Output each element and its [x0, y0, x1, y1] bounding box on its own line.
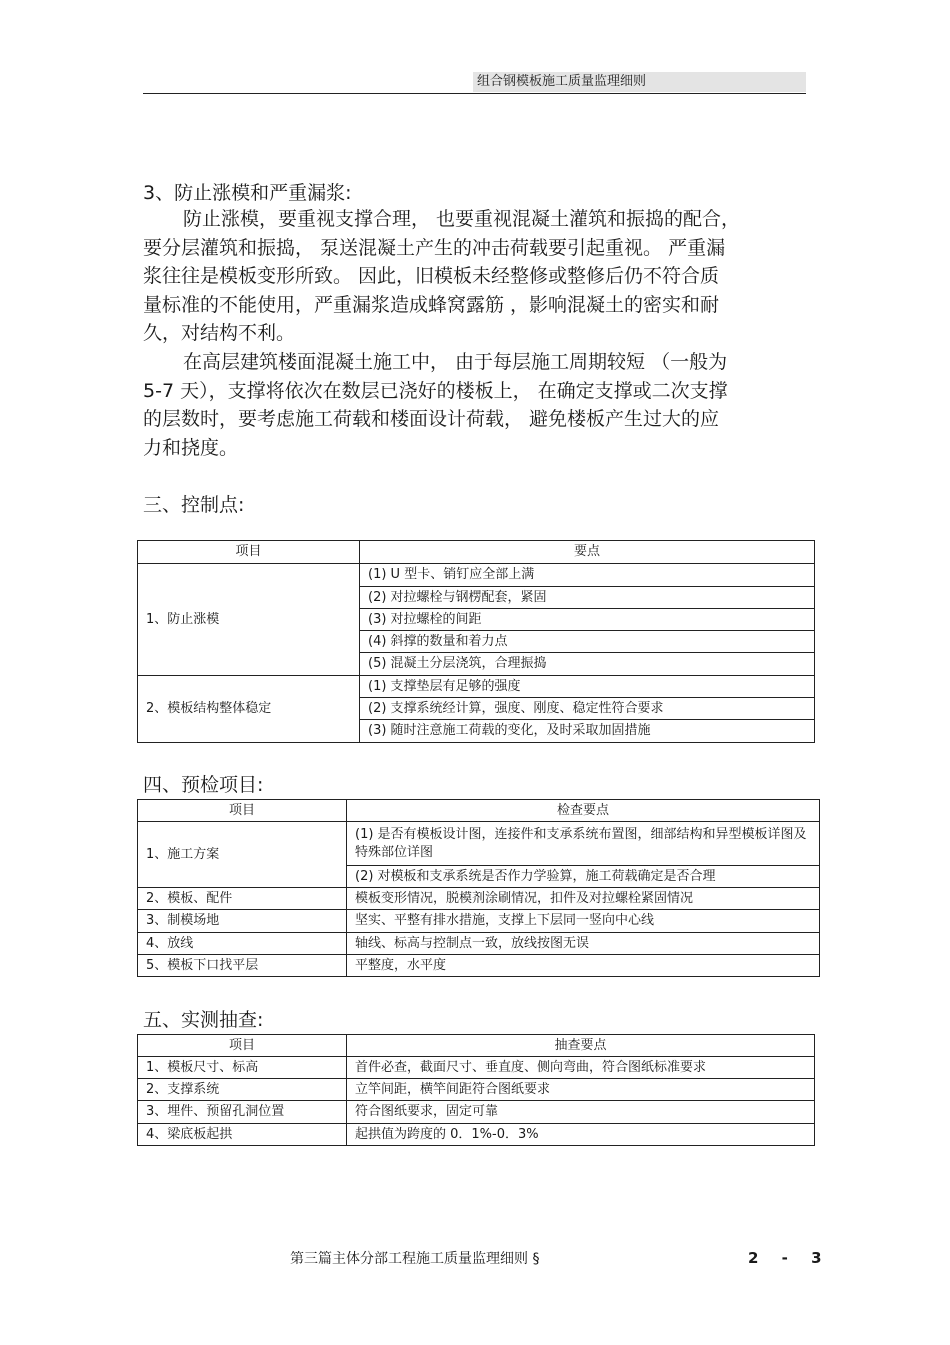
table-row: [138, 1124, 815, 1146]
point-cell: (1) U 型卡、销钉应全部上满: [360, 564, 815, 587]
point-cell: (5) 混凝土分层浇筑，合理振捣: [360, 653, 815, 676]
paragraph-line: 要分层灌筑和振捣， 泵送混凝土产生的冲击荷载要引起重视。 严重漏: [143, 236, 726, 259]
table-row: [138, 910, 820, 933]
item-cell: 2、模板、配件: [138, 888, 347, 910]
column-header: 项目: [138, 1035, 347, 1057]
point-cell: (1) 支撑垫层有足够的强度: [360, 676, 815, 698]
point-cell: (2) 对模板和支承系统是否作力学验算，施工荷载确定是否合理: [347, 866, 820, 888]
point-cell: 符合图纸要求，固定可靠: [347, 1101, 815, 1124]
paragraph-line: 防止涨模，要重视支撑合理， 也要重视混凝土灌筑和振捣的配合，: [183, 208, 741, 230]
point-cell: 首件必查，截面尺寸、垂直度、侧向弯曲，符合图纸标准要求: [347, 1057, 815, 1079]
spot-check-table: [137, 1034, 815, 1146]
paragraph-line: 久，对结构不利。: [143, 322, 296, 345]
paragraph-line: 5-7 天），支撑将依次在数层已浇好的楼板上， 在确定支撑或二次支撑: [143, 379, 728, 402]
point-cell: (3) 随时注意施工荷载的变化，及时采取加固措施: [360, 720, 815, 743]
column-header: 抽查要点: [347, 1035, 815, 1057]
item-cell: 1、施工方案: [138, 822, 347, 888]
paragraph-line: 在高层建筑楼面混凝土施工中， 由于每层施工周期较短 （一般为: [183, 350, 728, 373]
section2-title: 3、防止涨模和严重漏浆:: [143, 182, 352, 204]
item-cell: 1、模板尺寸、标高: [138, 1057, 347, 1079]
paragraph-line: 力和挠度。: [143, 436, 239, 459]
point-cell: (2) 支撑系统经计算，强度、刚度、稳定性符合要求: [360, 698, 815, 720]
table-row: [138, 888, 820, 910]
point-cell: 立竿间距，横竿间距符合图纸要求: [347, 1079, 815, 1101]
table-row: [138, 822, 820, 866]
item-cell: 2、模板结构整体稳定: [138, 676, 360, 743]
point-cell: (1) 是否有模板设计图，连接件和支承系统布置图，细部结构和异型模板详图及特殊部位详图: [347, 822, 820, 866]
table-row: [138, 1101, 815, 1124]
section4-title: 四、预检项目:: [143, 774, 264, 796]
point-cell: (4) 斜撑的数量和着力点: [360, 631, 815, 653]
table-header-row: [138, 541, 815, 564]
point-cell: 平整度，水平度: [347, 955, 820, 977]
point-cell: (3) 对拉螺栓的间距: [360, 609, 815, 631]
point-cell: 模板变形情况，脱模剂涂刷情况，扣件及对拉螺栓紧固情况: [347, 888, 820, 910]
control-points-table: [137, 540, 815, 743]
item-cell: 3、制模场地: [138, 910, 347, 933]
item-cell: 2、支撑系统: [138, 1079, 347, 1101]
point-cell: (2) 对拉螺栓与钢楞配套，紧固: [360, 587, 815, 609]
header-title: 组合钢模板施工质量监理细则: [477, 74, 647, 89]
table-row: [138, 933, 820, 955]
footer-text: 第三篇主体分部工程施工质量监理细则 §: [290, 1251, 540, 1267]
table-row: [138, 1057, 815, 1079]
section2-body: [143, 205, 808, 462]
column-header: 项目: [138, 541, 360, 564]
section5-title: 五、实测抽查:: [143, 1009, 264, 1031]
item-cell: 1、防止涨模: [138, 564, 360, 676]
header-rule: [143, 93, 806, 94]
point-cell: 坚实、平整有排水措施，支撑上下层同一竖向中心线: [347, 910, 820, 933]
item-cell: 3、埋件、预留孔洞位置: [138, 1101, 347, 1124]
column-header: 要点: [360, 541, 815, 564]
table-row: [138, 955, 820, 977]
table-row: [138, 1079, 815, 1101]
point-cell: 起拱值为跨度的 0．1%-0．3%: [347, 1124, 815, 1146]
paragraph-line: 量标准的不能使用，严重漏浆造成蜂窝露筋 ，影响混凝土的密实和耐: [143, 293, 720, 316]
paragraph-line: 浆往往是模板变形所致。 因此，旧模板未经整修或整修后仍不符合质: [143, 265, 720, 288]
table-row: [138, 564, 815, 587]
column-header: 项目: [138, 800, 347, 822]
table-header-row: [138, 1035, 815, 1057]
point-cell: 轴线、标高与控制点一致，放线按图无误: [347, 933, 820, 955]
paragraph-line: 的层数时，要考虑施工荷载和楼面设计荷载， 避免楼板产生过大的应: [143, 408, 720, 431]
section3-title: 三、控制点:: [143, 494, 245, 516]
page-number: 2 - 3: [748, 1249, 831, 1267]
table-row: [138, 676, 815, 698]
table-header-row: [138, 800, 820, 822]
column-header: 检查要点: [347, 800, 820, 822]
item-cell: 4、梁底板起拱: [138, 1124, 347, 1146]
item-cell: 4、放线: [138, 933, 347, 955]
item-cell: 5、模板下口找平层: [138, 955, 347, 977]
precheck-table: [137, 799, 820, 977]
